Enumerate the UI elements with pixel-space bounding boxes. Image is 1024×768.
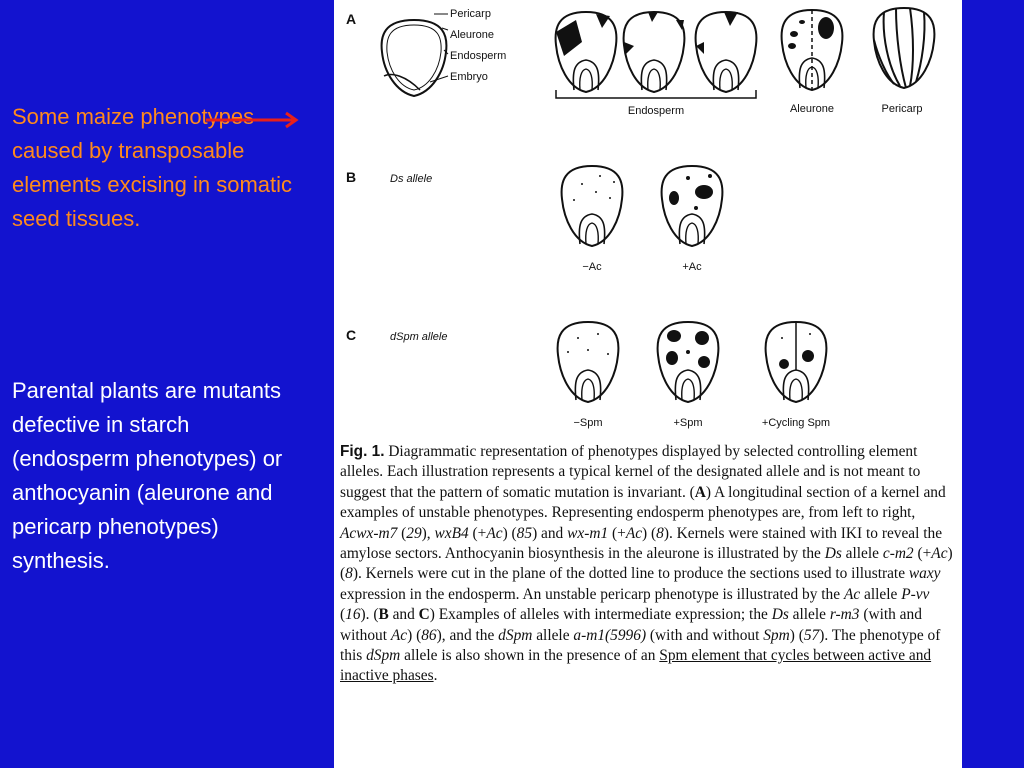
endosperm-kernel-2 <box>624 12 685 92</box>
caption-underlined-phrase: Spm element that cycles between active and inactive phases <box>340 647 932 685</box>
aleurone-kernel <box>782 10 843 90</box>
pericarp-group-label: Pericarp <box>881 103 923 115</box>
panel-b-letter: B <box>346 169 357 185</box>
aleurone-group-label: Aleurone <box>789 103 835 115</box>
aleurone-label: Aleurone <box>450 29 495 41</box>
slide-title-text: Some maize phenotypes caused by transposable elements excising in somatic seed tissues. <box>12 104 293 231</box>
panel-c-letter: C <box>346 327 357 343</box>
endosperm-label: Endosperm <box>450 50 507 62</box>
pericarp-kernel <box>874 8 935 88</box>
endosperm-kernel-1 <box>556 12 617 92</box>
dspm-plus-spm-kernel <box>658 322 719 402</box>
pericarp-label: Pericarp <box>450 8 491 20</box>
caption-fig-label: Fig. 1. <box>340 443 385 460</box>
figure-caption: Fig. 1. Diagrammatic representation of phenotypes displayed by selected controlling element alleles. Each illustration represents a typical kernel of the designated allele and is not meant to suggest that the pattern of somatic mutation is invariant. (A) A longitudinal section of a kernel and examples of unstable phenotypes. Representing endosperm phenotypes are, from left to right, Acwx-m7 (29), wxB4 (+Ac) (85) and wx-m1 (+Ac) (8). Kernels were stained with IKI to reveal the amylose sectors. Anthocyanin biosynthesis in the aleurone is illustrated by the Ds allele c-m2 (+Ac) (8). Kernels were cut in the plane of the dotted line to produce the sections used to illustrate waxy expression in the endosperm. An unstable pericarp phenotype is illustrated by the Ac allele P-vv (16). (B and C) Examples of alleles with intermediate expression; the Ds allele r-m3 (with and without Ac) (86), and the dSpm allele a-m1(5996) (with and without Spm) (57). The phenotype of this dSpm allele is also shown in the presence of an Spm element that cycles between active and inactive phases. <box>340 443 953 685</box>
dspm-cycling-spm-kernel <box>766 322 827 402</box>
cycling-spm-label: +Cycling Spm <box>761 417 831 429</box>
ds-plus-ac-kernel <box>662 166 723 246</box>
ds-minus-ac-kernel <box>562 166 623 246</box>
plus-ac-label: +Ac <box>682 261 702 273</box>
minus-ac-label: −Ac <box>582 261 602 273</box>
endosperm-kernel-3 <box>696 12 757 92</box>
kernel-section-diagram <box>382 20 447 96</box>
dspm-allele-label: dSpm allele <box>390 331 448 343</box>
embryo-label: Embryo <box>450 71 488 83</box>
kernel-phenotype-figure <box>334 0 962 768</box>
slide-body-text: Parental plants are mutants defective in starch (endosperm phenotypes) or anthocyanin (aleurone and pericarp phenotypes) synthesis. <box>12 378 283 573</box>
panel-a-letter: A <box>346 11 357 27</box>
dspm-minus-spm-kernel <box>558 322 619 402</box>
ds-allele-label: Ds allele <box>390 173 433 185</box>
minus-spm-label: −Spm <box>573 417 603 429</box>
kernel-diagrams <box>334 0 962 440</box>
plus-spm-label: +Spm <box>673 417 703 429</box>
right-arrow-icon <box>204 110 304 130</box>
endosperm-group-label: Endosperm <box>627 105 685 117</box>
